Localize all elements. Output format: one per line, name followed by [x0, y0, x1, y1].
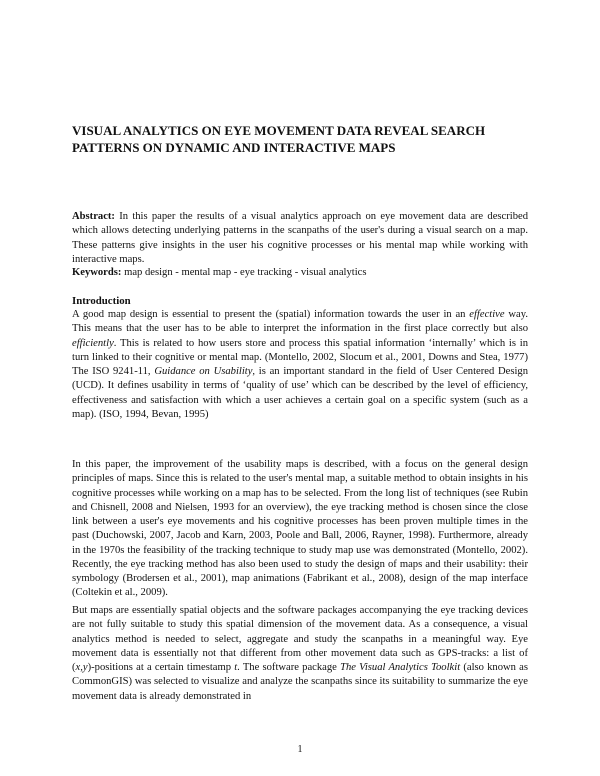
abstract-label: Abstract:: [72, 211, 115, 222]
keywords-label: Keywords:: [72, 267, 122, 278]
intro-paragraph-1: A good map design is essential to present the (spatial) information towards the user in an effective way. This means that the user has to be able to interpret the information in the first place correctly but also efficiently. This is related to how users store and process this spatial information ‘internally’ which is in turn linked to their cognitive or mental map. (Montello, 2002, Slocum et al., 2001, Downs and Stea, 1977) The ISO 9241-11, Guidance on Usability, is an important standard in the field of User Centered Design (UCD). It defines usability in terms of ‘quality of use’ which can be described by the level of efficiency, effectiveness and satisfaction with which a user achieves a certain goal on a specific system (such as a map). (ISO, 1994, Bevan, 1995): [72, 309, 528, 420]
intro-paragraph-2: In this paper, the improvement of the usability maps is described, with a focus on the general design principles of maps. Since this is related to the user's mental map, a suitable method to obtain insights in his cognitive processes while working on a map has to be selected. From the long list of techniques (see Rubin and Chisnell, 2008 and Nielsen, 1993 for an overview), the eye tracking method is chosen since the close link between a user's eye movements and his cognitive processes has been proven multiple times in the past (Duchowski, 2007, Jacob and Karn, 2003, Poole and Ball, 2006, Rayner, 1998). Furthermore, already in the 1970s the feasibility of the tracking technique to study map use was demonstrated (Montello, 2002). Recently, the eye tracking method has also been used to study the design of maps and their usability: their symbology (Brodersen et al., 2001), map animations (Fabrikant et al., 2008), design of the map interface (Coltekin et al., 2009).: [72, 459, 528, 599]
abstract-paragraph: [72, 210, 528, 267]
intro-paragraph-3: But maps are essentially spatial objects and the software packages accompanying the eye tracking devices are not fully suitable to study this spatial dimension of the movement data. As a consequence, a visual analytics method is needed to select, aggregate and study the scanpaths in a meaningful way. Eye movement data is essentially not that different from other movement data such as GPS-tracks: a list of (x,y)-positions at a certain timestamp t. The software package The Visual Analytics Toolkit (also known as CommonGIS) was selected to visualize and analyze the scanpaths since its suitability to summarize the eye movement data is already demonstrated in: [72, 605, 528, 702]
page-number: 1: [297, 744, 303, 755]
section-heading-introduction: Introduction: [72, 295, 131, 307]
keywords-text: map design - mental map - eye tracking - visual analytics: [121, 267, 367, 278]
paper-title: VISUAL ANALYTICS ON EYE MOVEMENT DATA REVEAL SEARCH PATTERNS ON DYNAMIC AND INTERACTIVE MAPS: [72, 123, 486, 155]
keywords-line: [72, 266, 528, 280]
abstract-text: In this paper the results of a visual analytics approach on eye movement data are described which allows detecting underlying patterns in the scanpaths of the user's during a visual search on a map. These patterns give insights in the user his cognitive processes or his mental map while working with interactive maps.: [72, 211, 528, 265]
